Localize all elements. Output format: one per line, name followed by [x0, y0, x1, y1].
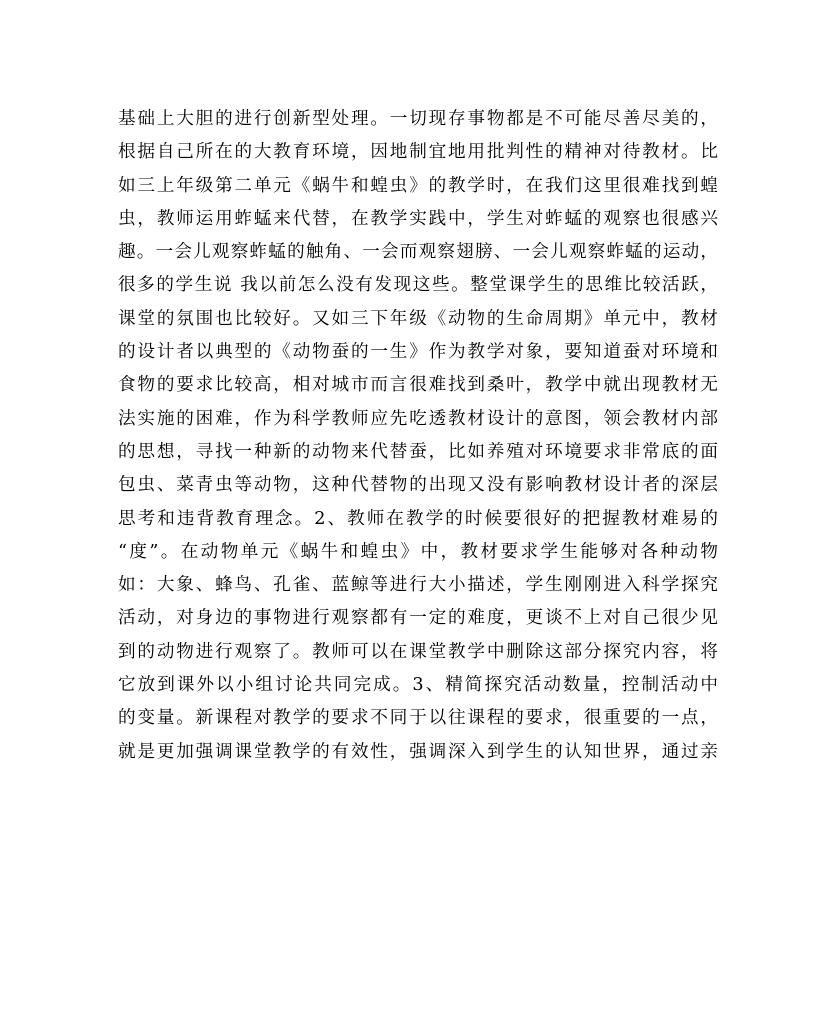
body-text [118, 103, 718, 769]
text-line-4: 虫，教师运用蚱蜢来代替，在教学实践中，学生对蚱蜢的观察也很感兴 [118, 208, 718, 229]
text-line-20: 就是更加强调课堂教学的有效性，强调深入到学生的认知世界，通过亲 [118, 741, 718, 762]
text-line-15: 如：大象、蜂鸟、孔雀、蓝鲸等进行大小描述，学生刚刚进入科学探究 [118, 575, 718, 596]
text-line-2: 根据自己所在的大教育环境，因地制宜地用批判性的精神对待教材。比 [118, 142, 718, 163]
text-line-7: 课堂的氛围也比较好。又如三下年级《动物的生命周期》单元中，教材 [118, 308, 718, 329]
text-line-17: 到的动物进行观察了。教师可以在课堂教学中删除这部分探究内容，将 [118, 641, 718, 662]
text-line-10: 法实施的困难，作为科学教师应先吃透教材设计的意图，领会教材内部 [118, 408, 718, 429]
text-line-19: 的变量。新课程对教学的要求不同于以往课程的要求，很重要的一点， [118, 708, 718, 729]
text-line-14: “度”。在动物单元《蜗牛和蝗虫》中，教材要求学生能够对各种动物 [118, 541, 718, 562]
text-line-11: 的思想，寻找一种新的动物来代替蚕，比如养殖对环境要求非常底的面 [118, 441, 718, 462]
text-line-18: 它放到课外以小组讨论共同完成。3、精简探究活动数量，控制活动中 [118, 675, 718, 696]
text-line-12: 包虫、菜青虫等动物，这种代替物的出现又没有影响教材设计者的深层 [118, 475, 718, 496]
text-line-5: 趣。一会儿观察蚱蜢的触角、一会而观察翅膀、一会儿观察蚱蜢的运动， [118, 242, 718, 263]
text-line-6: 很多的学生说 我以前怎么没有发现这些。整堂课学生的思维比较活跃， [118, 275, 718, 296]
text-line-8: 的设计者以典型的《动物蚕的一生》作为教学对象，要知道蚕对环境和 [118, 342, 718, 363]
text-line-13: 思考和违背教育理念。2、教师在教学的时候要很好的把握教材难易的 [118, 508, 718, 529]
text-line-9: 食物的要求比较高，相对城市而言很难找到桑叶，教学中就出现教材无 [118, 375, 718, 396]
text-line-3: 如三上年级第二单元《蜗牛和蝗虫》的教学时，在我们这里很难找到蝗 [118, 175, 718, 196]
text-line-1: 基础上大胆的进行创新型处理。一切现存事物都是不可能尽善尽美的， [118, 109, 718, 129]
text-line-16: 活动，对身边的事物进行观察都有一定的难度，更谈不上对自己很少见 [118, 608, 718, 629]
